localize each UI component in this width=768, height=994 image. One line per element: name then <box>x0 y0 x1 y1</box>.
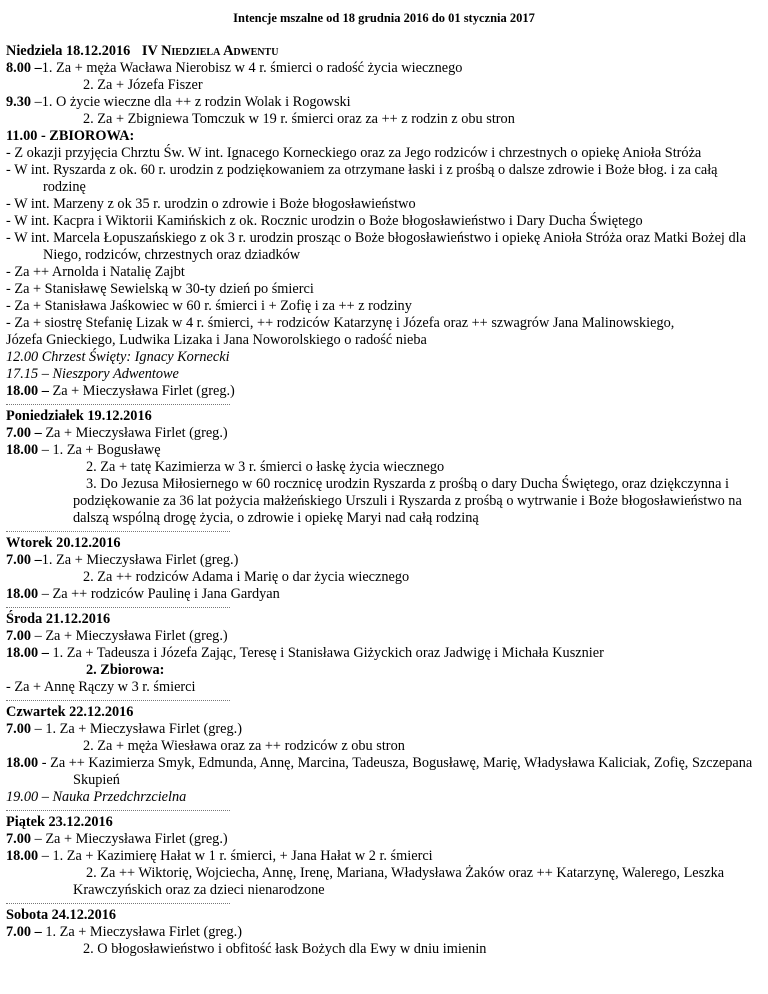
mass-time: 7.00 <box>6 831 32 847</box>
collective-intention: - Za + Stanisława Jaśkowiec w 60 r. śmierci i + Zofię i za ++ z rodziny <box>6 298 412 314</box>
day-separator <box>6 696 230 701</box>
intention-text: 1. Za + Mieczysława Firlet (greg.) <box>41 552 239 568</box>
collective-intention: - Za + Stanisławę Sewielską w 30-ty dzień po śmierci <box>6 281 314 297</box>
intention-text: 1. Za + Tadeusza i Józefa Zając, Teresę i Stanisława Giżyckich oraz Jadwigę i Michała Kusznier <box>48 645 604 661</box>
intention-line <box>6 755 758 789</box>
mass-time: 7.00 – <box>6 924 42 940</box>
intention-line: 2. Za ++ Wiktorię, Wojciecha, Annę, Irenę, Mariana, Władysława Żaków oraz ++ Katarzynę, Walerego, Leszka Krawczyńskich oraz za dzieci nienarodzone <box>73 865 725 898</box>
intention-line <box>6 628 758 645</box>
mass-time: 7.00 – <box>6 425 42 441</box>
day-saturday <box>6 907 758 958</box>
day-date: Poniedziałek 19.12.2016 <box>6 408 152 424</box>
day-friday <box>6 814 758 899</box>
intention-line: 2. Za ++ rodziców Adama i Marię o dar życia wiecznego <box>83 569 410 585</box>
intention-line <box>6 586 758 603</box>
intention-text: 1. Za + Mieczysława Firlet (greg.) <box>41 924 242 940</box>
intention-text: –1. O życie wieczne dla ++ z rodzin Wolak i Rogowski <box>31 94 351 110</box>
intention-line <box>6 442 758 459</box>
intention-text: – Za ++ rodziców Paulinę i Jana Gardyan <box>38 586 280 602</box>
intention-line <box>6 721 758 738</box>
day-heading <box>6 43 758 60</box>
day-date: Środa 21.12.2016 <box>6 611 111 627</box>
collective-intention: - W int. Marzeny z ok 35 r. urodzin o zdrowie i Boże błogosławieństwo <box>6 196 416 212</box>
day-date: Sobota 24.12.2016 <box>6 907 117 923</box>
intention-text: Za + Mieczysława Firlet (greg.) <box>41 425 228 441</box>
intention-line <box>6 94 758 111</box>
day-separator <box>6 527 230 532</box>
day-date: Niedziela 18.12.2016 <box>6 43 131 59</box>
mass-time: 18.00 – <box>6 645 49 661</box>
collective-intention: - Z okazji przyjęcia Chrztu Św. W int. Ignacego Korneckiego oraz za Jego rodziców i chrzestnych o opiekę Anioła Stróża <box>6 145 702 161</box>
intention-text: Za + Mieczysława Firlet (greg.) <box>48 383 235 399</box>
mass-time: 18.00 <box>6 442 39 458</box>
mass-time: 18.00 – <box>6 383 49 399</box>
intention-text: – 1. Za + Kazimierę Hałat w 1 r. śmierci, + Jana Hałat w 2 r. śmierci <box>38 848 433 864</box>
event-line: 12.00 Chrzest Święty: Ignacy Kornecki <box>6 349 230 365</box>
intention-line: 2. Za + tatę Kazimierza w 3 r. śmierci o łaskę życia wiecznego <box>86 459 445 475</box>
collective-mass-heading: 2. Zbiorowa: <box>86 662 165 678</box>
mass-time: 8.00 – <box>6 60 42 76</box>
intention-line: 2. Za + Zbigniewa Tomczuk w 19 r. śmierci oraz za ++ z rodzin z obu stron <box>83 111 515 127</box>
intentions-content <box>6 43 758 958</box>
intention-line: 2. Za + męża Wiesława oraz za ++ rodziców z obu stron <box>83 738 405 754</box>
day-wednesday <box>6 611 758 696</box>
day-separator <box>6 400 230 405</box>
day-sunday <box>6 43 758 400</box>
intention-line <box>6 552 758 569</box>
day-tuesday <box>6 535 758 603</box>
collective-intention: - W int. Kacpra i Wiktorii Kamińskich z ok. Rocznic urodzin o Boże błogosławieństwo i Dary Ducha Świętego <box>6 213 643 229</box>
page-title: Intencje mszalne od 18 grudnia 2016 do 01 stycznia 2017 <box>233 11 535 25</box>
intention-line: 2. Za + Józefa Fiszer <box>83 77 203 93</box>
mass-time: 18.00 <box>6 586 39 602</box>
day-separator <box>6 806 230 811</box>
mass-time: 18.00 <box>6 755 39 771</box>
intention-line <box>6 645 758 662</box>
intention-text: – Za + Mieczysława Firlet (greg.) <box>31 628 228 644</box>
day-thursday <box>6 704 758 806</box>
event-line: 19.00 – Nauka Przedchrzcielna <box>6 789 187 805</box>
collective-intention: - Za ++ Arnolda i Natalię Zajbt <box>6 264 185 280</box>
day-liturgical-name: IV Niedziela Adwentu <box>141 43 279 59</box>
intention-line <box>6 831 758 848</box>
intention-line: 3. Do Jezusa Miłosiernego w 60 rocznicę urodzin Ryszarda z prośbą o dary Ducha Świętego, oraz dziękczynna i podziękowanie za 36 lat pożycia małżeńskiego Urszuli i Ryszarda z prośbą o wytrwanie i Boże błogosławieństwo na dalszą wspólną drogę życia, o zdrowie i opiekę Maryi nad całą rodziną <box>73 476 742 526</box>
collective-mass-heading: 11.00 - ZBIOROWA: <box>6 128 135 144</box>
day-separator <box>6 603 230 608</box>
intention-line: 2. O błogosławieństwo i obfitość łask Bożych dla Ewy w dniu imienin <box>83 941 487 957</box>
intention-text: – Za + Mieczysława Firlet (greg.) <box>31 831 228 847</box>
collective-intention: - Za + Annę Rączy w 3 r. śmierci <box>6 679 196 695</box>
mass-time: 7.00 – <box>6 552 42 568</box>
event-line: 17.15 – Nieszpory Adwentowe <box>6 366 179 382</box>
intention-line <box>6 924 758 941</box>
intention-text: – 1. Za + Mieczysława Firlet (greg.) <box>31 721 242 737</box>
intention-text: – 1. Za + Bogusławę <box>38 442 161 458</box>
collective-intention: - W int. Marcela Łopuszańskiego z ok 3 r. urodzin prosząc o Boże błogosławieństwo i opiekę Anioła Stróża oraz Matki Bożej dla Niego, rodziców, chrzestnych oraz dziadków <box>6 230 746 263</box>
intention-text: - Za ++ Kazimierza Smyk, Edmunda, Annę, Marcina, Tadeusza, Bogusławę, Marię, Władysława Kaliciak, Zofię, Szczepana Skupień <box>38 755 753 788</box>
collective-intention: - W int. Ryszarda z ok. 60 r. urodzin z podziękowaniem za otrzymane łaski i z prośbą o dalsze zdrowie i Boże błog. i za całą rodzinę <box>6 162 718 195</box>
mass-time: 9.30 <box>6 94 32 110</box>
intention-text: 1. Za + męża Wacława Nierobisz w 4 r. śmierci o radość życia wiecznego <box>41 60 463 76</box>
intention-line <box>6 425 758 442</box>
intention-line <box>6 60 758 77</box>
intention-line <box>6 848 758 865</box>
intention-line <box>6 383 758 400</box>
day-date: Piątek 23.12.2016 <box>6 814 113 830</box>
day-monday <box>6 408 758 527</box>
mass-time: 7.00 <box>6 628 32 644</box>
mass-time: 18.00 <box>6 848 39 864</box>
collective-intention: - Za + siostrę Stefanię Lizak w 4 r. śmierci, ++ rodziców Katarzynę i Józefa oraz ++ szwagrów Jana Malinowskiego, <box>6 315 675 331</box>
day-date: Czwartek 22.12.2016 <box>6 704 134 720</box>
collective-intention-continued: Józefa Gnieckiego, Ludwika Lizaka i Jana Noworolskiego o radość nieba <box>6 332 427 348</box>
day-separator <box>6 899 230 904</box>
mass-time: 7.00 <box>6 721 32 737</box>
day-date: Wtorek 20.12.2016 <box>6 535 121 551</box>
